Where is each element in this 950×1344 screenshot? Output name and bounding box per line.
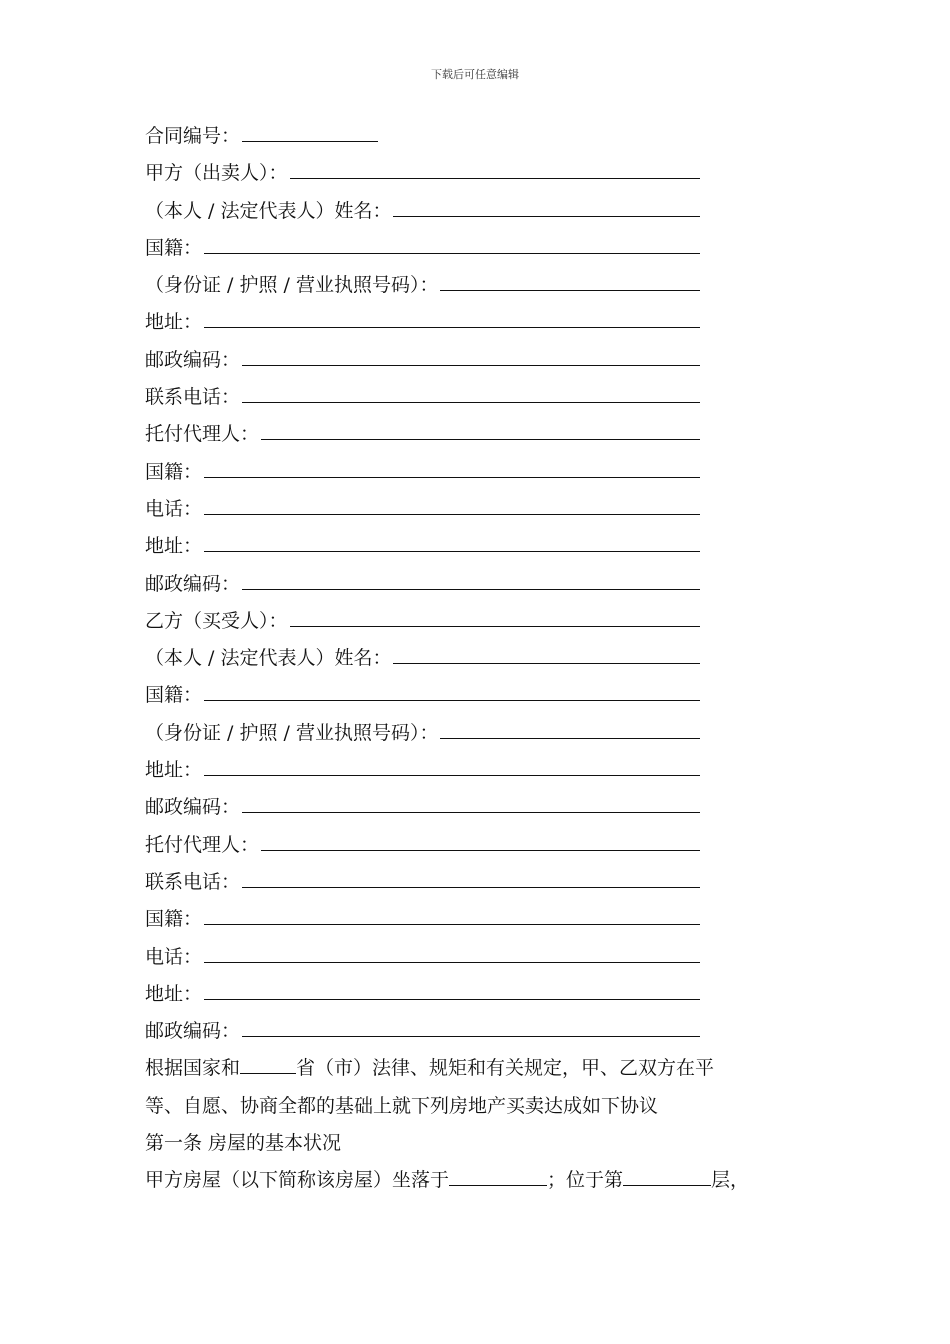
para3-text-c: 层， bbox=[711, 1169, 750, 1192]
province-blank[interactable] bbox=[240, 1055, 296, 1074]
field-label: 邮政编码： bbox=[145, 1020, 241, 1043]
field-label: （身份证 / 护照 / 营业执照号码）： bbox=[145, 274, 439, 297]
form-field-row bbox=[145, 566, 825, 603]
field-label: 联系电话： bbox=[145, 386, 241, 409]
location-blank[interactable] bbox=[449, 1167, 547, 1186]
field-label: 地址： bbox=[145, 759, 203, 782]
form-field-row bbox=[145, 976, 825, 1013]
field-blank-line[interactable] bbox=[204, 753, 700, 776]
field-blank-line[interactable] bbox=[204, 940, 700, 963]
field-blank-line[interactable] bbox=[204, 678, 700, 701]
field-blank-line[interactable] bbox=[204, 455, 700, 478]
field-label: 托付代理人： bbox=[145, 423, 260, 446]
form-field-row bbox=[145, 827, 825, 864]
field-label: （本人 / 法定代表人）姓名： bbox=[145, 199, 392, 222]
para1-text-a: 根据国家和 bbox=[145, 1057, 241, 1080]
field-blank-line[interactable] bbox=[242, 865, 700, 888]
field-label: 地址： bbox=[145, 311, 203, 334]
paragraph-house-location bbox=[145, 1162, 825, 1199]
field-label: 邮政编码： bbox=[145, 796, 241, 819]
field-blank-line[interactable] bbox=[204, 305, 700, 328]
field-blank-line[interactable] bbox=[290, 156, 700, 179]
form-field-row bbox=[145, 752, 825, 789]
form-field-row bbox=[145, 640, 825, 677]
field-blank-line[interactable] bbox=[204, 902, 700, 925]
field-label: 联系电话： bbox=[145, 870, 241, 893]
field-blank-line[interactable] bbox=[204, 977, 700, 1000]
field-blank-line[interactable] bbox=[393, 641, 700, 664]
field-blank-line[interactable] bbox=[261, 417, 700, 440]
field-label: 电话： bbox=[145, 945, 203, 968]
field-blank-line[interactable] bbox=[261, 828, 700, 851]
field-label: 合同编号： bbox=[145, 125, 241, 147]
form-field-row bbox=[145, 118, 825, 155]
form-field-row bbox=[145, 864, 825, 901]
field-label: 托付代理人： bbox=[145, 833, 260, 856]
field-label: 国籍： bbox=[145, 908, 203, 931]
form-field-row bbox=[145, 304, 825, 341]
page-header: 下载后可任意编辑 bbox=[431, 68, 519, 81]
field-blank-line[interactable] bbox=[242, 1014, 700, 1037]
contract-body bbox=[145, 118, 825, 1200]
field-label: 国籍： bbox=[145, 460, 203, 483]
floor-blank[interactable] bbox=[623, 1167, 711, 1186]
field-blank-line[interactable] bbox=[204, 529, 700, 552]
form-field-row bbox=[145, 939, 825, 976]
field-blank-line[interactable] bbox=[242, 380, 700, 403]
form-field-row bbox=[145, 267, 825, 304]
field-label: 地址： bbox=[145, 535, 203, 558]
form-field-row bbox=[145, 491, 825, 528]
paragraph-legal-basis-line1 bbox=[145, 1050, 825, 1087]
form-field-row bbox=[145, 454, 825, 491]
form-field-row bbox=[145, 677, 825, 714]
field-label: 邮政编码： bbox=[145, 572, 241, 595]
field-label: 邮政编码： bbox=[145, 348, 241, 371]
form-field-row bbox=[145, 193, 825, 230]
article-1-heading: 第一条 房屋的基本状况 bbox=[145, 1132, 342, 1155]
field-label: 电话： bbox=[145, 497, 203, 520]
field-label: （本人 / 法定代表人）姓名： bbox=[145, 647, 392, 670]
field-blank-line[interactable] bbox=[242, 567, 700, 590]
paragraph-legal-basis-line2: 等、自愿、协商全都的基础上就下列房地产买卖达成如下协议 bbox=[145, 1094, 659, 1117]
field-blank-line[interactable] bbox=[204, 231, 700, 254]
form-field-row bbox=[145, 715, 825, 752]
para3-text-a: 甲方房屋（以下简称该房屋）坐落于 bbox=[145, 1169, 450, 1192]
form-field-row bbox=[145, 528, 825, 565]
field-blank-line[interactable] bbox=[440, 268, 700, 291]
form-field-row bbox=[145, 230, 825, 267]
field-label: 甲方（出卖人）： bbox=[145, 162, 288, 185]
form-field-row bbox=[145, 1013, 825, 1050]
para3-text-b: ；位于第 bbox=[547, 1169, 624, 1192]
para1-text-b: 省（市）法律、规矩和有关规定，甲、乙双方在平 bbox=[296, 1057, 715, 1080]
field-blank-line[interactable] bbox=[393, 194, 700, 217]
field-label: 地址： bbox=[145, 982, 203, 1005]
field-label: 乙方（买受人）： bbox=[145, 609, 288, 632]
field-blank-line[interactable] bbox=[440, 716, 700, 739]
field-label: 国籍： bbox=[145, 236, 203, 259]
field-blank-line[interactable] bbox=[242, 790, 700, 813]
form-field-row bbox=[145, 379, 825, 416]
field-blank-line[interactable] bbox=[204, 492, 700, 515]
field-label: （身份证 / 护照 / 营业执照号码）： bbox=[145, 721, 439, 744]
form-field-row bbox=[145, 901, 825, 938]
form-field-row bbox=[145, 155, 825, 192]
field-blank-line[interactable] bbox=[290, 604, 700, 627]
form-field-row bbox=[145, 342, 825, 379]
form-field-row bbox=[145, 789, 825, 826]
form-field-row bbox=[145, 416, 825, 453]
party-fields bbox=[145, 118, 825, 1050]
form-field-row bbox=[145, 603, 825, 640]
field-blank-line[interactable] bbox=[242, 119, 378, 142]
field-blank-line[interactable] bbox=[242, 343, 700, 366]
field-label: 国籍： bbox=[145, 684, 203, 707]
